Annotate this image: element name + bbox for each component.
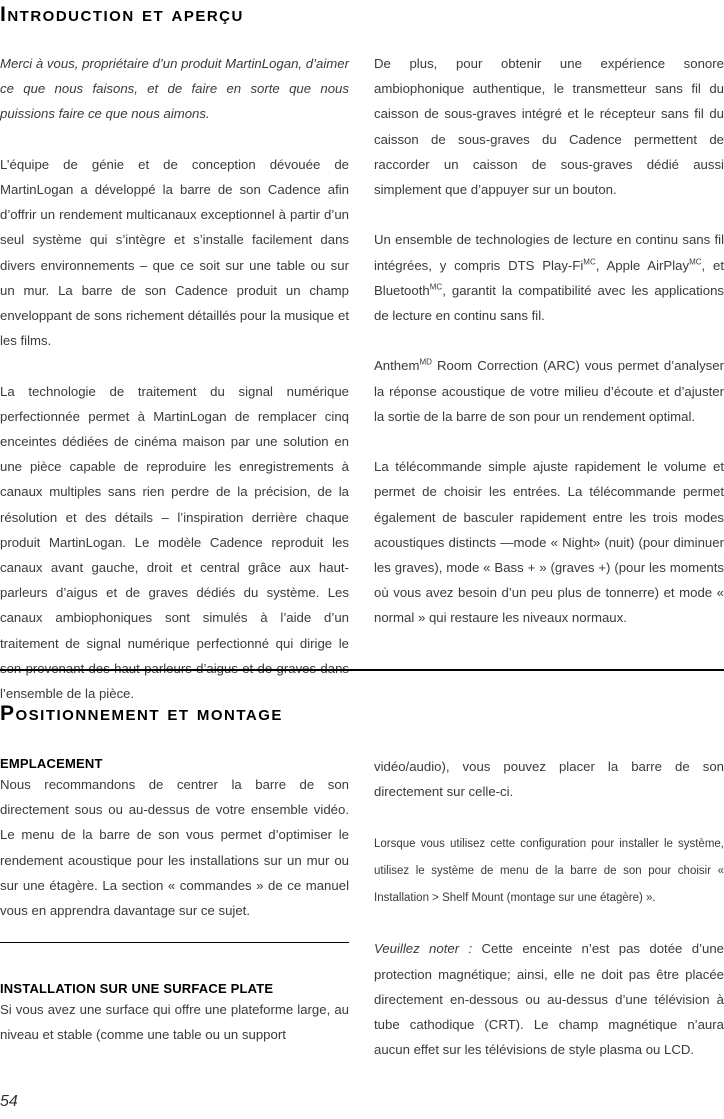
intro-left-column — [0, 51, 349, 706]
subheading-emplacement: EMPLACEMENT — [0, 756, 103, 771]
positioning-left-column — [0, 754, 349, 923]
intro-paragraph-dsp: La technologie de traitement du signal numérique perfectionnée permet à MartinLogan de remplacer cinq enceintes dédiées de cinéma maison par une solution en une pièce capable de reproduire les enregistrements à canaux multiples sans rien perdre de la précision, de la résolution et des détails – l’inspiration derrière chaque produit MartinLogan. Le modèle Cadence reproduit les canaux avant gauche, droit et central grâce aux haut-parleurs d’aigus et de graves dédiés du système. Les canaux ambiophoniques sont simulés à l’aide d’un traitement de signal numérique perfectionné qui dirige le son provenant des haut-parleurs d’aigus et de graves dans l’ensemble de la pièce. — [0, 383, 349, 702]
shelf-paragraph: vidéo/audio), vous pouvez placer la barre de son directement sur celle-ci. — [374, 759, 724, 800]
subsection-divider — [0, 942, 349, 943]
emplacement-paragraph: Nous recommandons de centrer la barre de son directement sous ou au-dessus de votre ensemble vidéo. Le menu de la barre de son vous permet d’optimiser le rendement acoustique pour les installations sur un mur ou sur une étagère. La section « commandes » de ce manuel vous en apprendra davantage sur ce sujet. — [0, 777, 349, 919]
section-title-introduction: Introduction et aperçu — [0, 3, 244, 26]
flat-surface-paragraph: Si vous avez une surface qui offre une plateforme large, au niveau et stable (comme une table ou un support — [0, 1002, 349, 1043]
intro-paragraph-remote: La télécommande simple ajuste rapidement le volume et permet de choisir les entrées. La télécommande permet également de basculer rapidement entre les trois modes acoustiques distincts —mode « Night» (nuit) (pour diminuer les graves), mode « Bass + » (graves +) (pour les moments où vous avez besoin d’un peu plus de tonnerre) et mode « normal » qui restaure les niveaux normaux. — [374, 459, 724, 626]
intro-paragraph-arc: Anthem$^{MD}$ Room Correction (ARC) vous permet d’analyser la réponse acoustique de votre milieu d’écoute et d’ajuster la sortie de la barre de son pour un rendement optimal. — [374, 358, 724, 424]
section-title-positioning: Positionnement et montage — [0, 702, 283, 725]
intro-paragraph-subwoofer: De plus, pour obtenir une expérience sonore ambiophonique authentique, le transmetteur sans fil du caisson de sous-graves intégré et le récepteur sans fil du caisson de sous-graves du Cadence permettent de raccorder un caisson de sous-graves dédié aussi simplement que d’appuyer sur un bouton. — [374, 56, 724, 198]
section-divider — [0, 669, 724, 671]
intro-paragraph-streaming: Un ensemble de technologies de lecture en continu sans fil intégrées, y compris DTS Play-$Fi^{MC}$, Apple AirPlay$^{MC}$, et Bluetooth$^{MC}$, garantit la compatibilité avec les applications de lecture en continu sans fil. — [374, 232, 724, 324]
positioning-right-column — [374, 754, 724, 1062]
page-number: 54 — [0, 1093, 18, 1110]
intro-paragraph-thanks: Merci à vous, propriétaire d’un produit MartinLogan, d’aimer ce que nous faisons, et de faire en sorte que nous puissions faire ce que nous aimons. — [0, 56, 349, 122]
intro-paragraph-team: L’équipe de génie et de conception dévouée de MartinLogan a développé la barre de son Cadence afin d’offrir un rendement multicanaux exceptionnel à partir d’un seul système qui s’intègre et s’installe facilement dans divers environnements – que ce soit sur une table ou sur un mur. La barre de son Cadence produit un champ enveloppant de sons richement détaillés pour la musique et les films. — [0, 156, 349, 349]
shelf-menu-paragraph: Lorsque vous utilisez cette configuration pour installer le système, utilisez le système de menu de la barre de son pour choisir « Installation > Shelf Mount (montage sur une étagère) ». — [374, 837, 724, 904]
magnetic-note-paragraph: Veuillez noter : Cette enceinte n’est pas dotée d’une protection magnétique; ainsi, elle ne doit pas être placée directement en-dessous ou au-dessus d’une télévision à tube cathodique (CRT). Le champ magnétique n’aura aucun effet sur les télévisions de style plasma ou LCD. — [374, 941, 724, 1058]
flat-surface-section — [0, 979, 349, 1047]
intro-right-column — [374, 51, 724, 631]
subheading-flat-surface: INSTALLATION SUR UNE SURFACE PLATE — [0, 981, 274, 996]
